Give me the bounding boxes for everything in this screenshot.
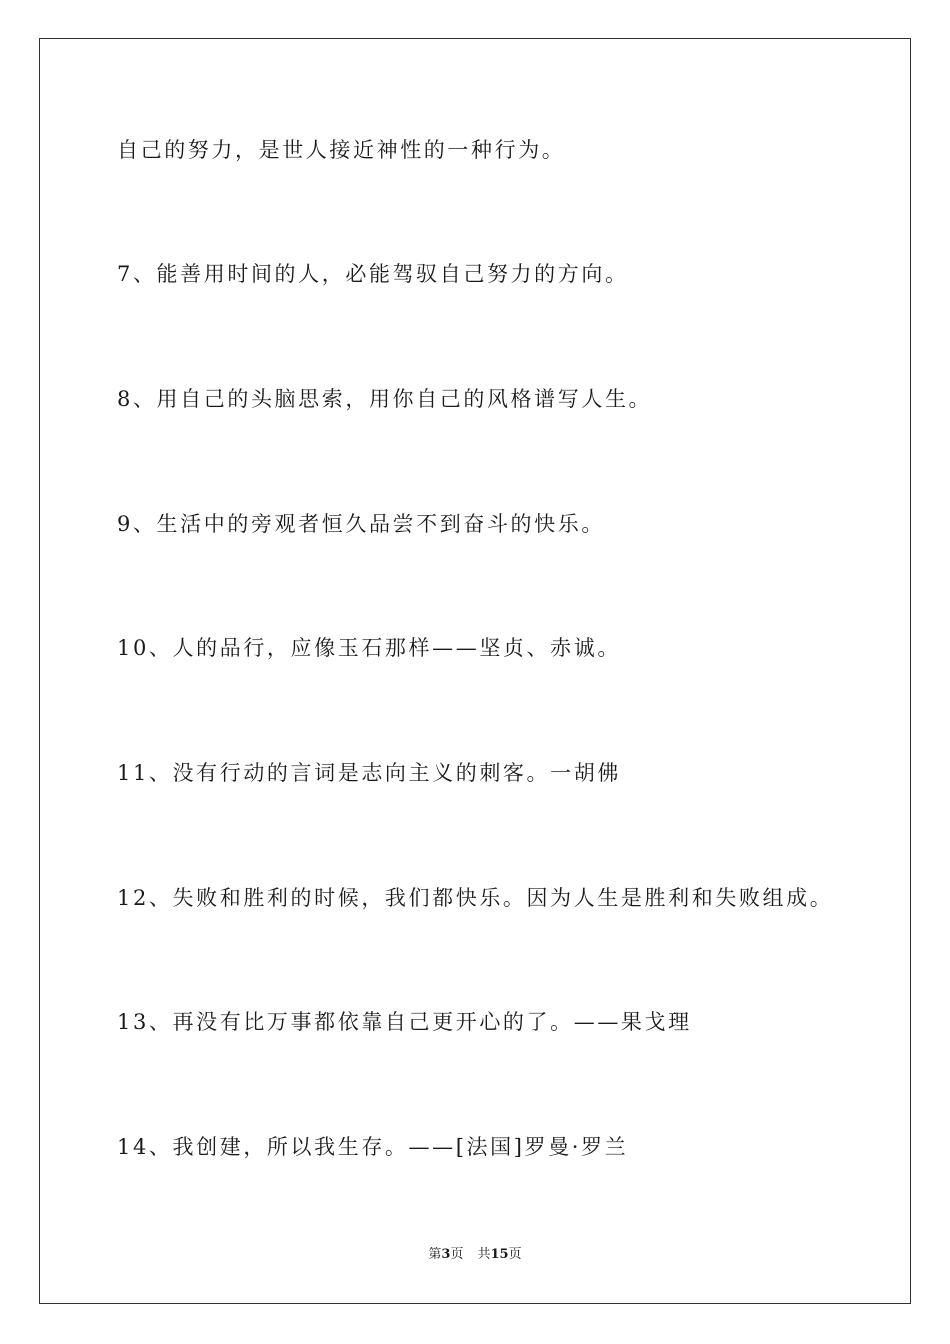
text-line-12: 12、失败和胜利的时候，我们都快乐。因为人生是胜利和失败组成。	[117, 886, 834, 910]
text-line-11: 11、没有行动的言词是志向主义的刺客。一胡佛	[117, 761, 621, 785]
text-line-14: 14、我创建，所以我生存。——[法国]罗曼·罗兰	[117, 1135, 629, 1159]
text-line-10: 10、人的品行，应像玉石那样——坚贞、赤诚。	[117, 636, 621, 660]
text-line-continuation: 自己的努力，是世人接近神性的一种行为。	[117, 138, 566, 162]
page-border	[39, 38, 911, 1304]
text-line-8: 8、用自己的头脑思索，用你自己的风格谱写人生。	[117, 387, 653, 411]
page-number: 3	[441, 1247, 451, 1262]
total-prefix: 共	[477, 1247, 491, 1262]
page-prefix: 第	[428, 1247, 442, 1262]
text-line-7: 7、能善用时间的人，必能驾驭自己努力的方向。	[117, 262, 629, 286]
page-footer	[0, 1246, 950, 1264]
total-suffix: 页	[508, 1247, 522, 1262]
text-line-13: 13、再没有比万事都依靠自己更开心的了。——果戈理	[117, 1010, 692, 1034]
page-suffix: 页	[450, 1247, 464, 1262]
total-pages: 15	[490, 1247, 509, 1262]
text-line-9: 9、生活中的旁观者恒久品尝不到奋斗的快乐。	[117, 512, 605, 536]
